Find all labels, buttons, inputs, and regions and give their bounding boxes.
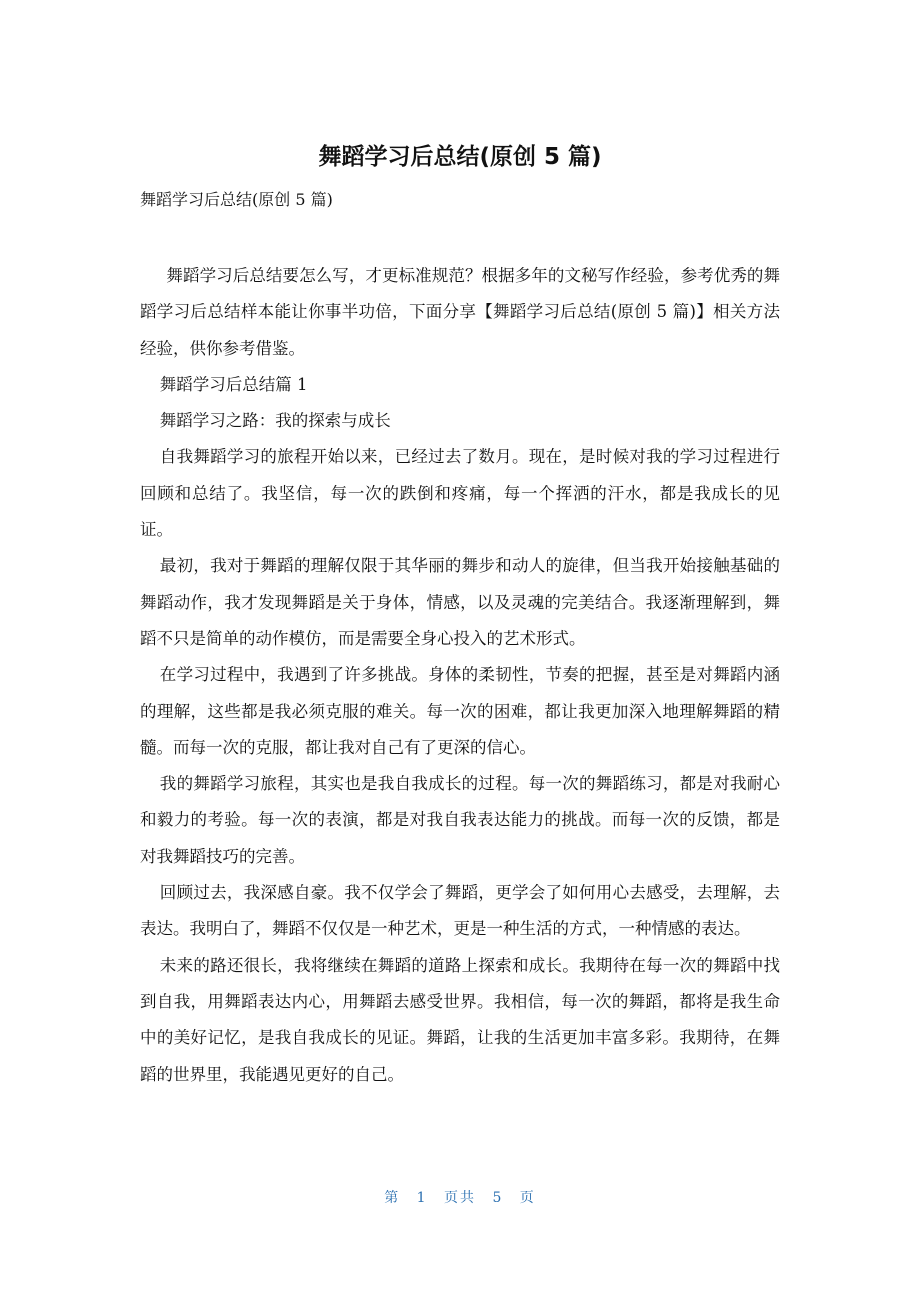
document-subtitle: 舞蹈学习后总结(原创 5 篇) — [140, 190, 333, 209]
page-number-footer: 第 1 页共 5 页 — [384, 1190, 536, 1206]
document-body — [140, 258, 780, 1093]
body-paragraph: 未来的路还很长，我将继续在舞蹈的道路上探索和成长。我期待在每一次的舞蹈中找到自我，用舞蹈表达内心，用舞蹈去感受世界。我相信，每一次的舞蹈，都将是我生命中的美好记忆，是我自我成长的见证。舞蹈，让我的生活更加丰富多彩。我期待，在舞蹈的世界里，我能遇见更好的自己。 — [140, 955, 780, 1084]
body-paragraph: 最初，我对于舞蹈的理解仅限于其华丽的舞步和动人的旋律，但当我开始接触基础的舞蹈动作，我才发现舞蹈是关于身体，情感，以及灵魂的完美结合。我逐渐理解到，舞蹈不只是简单的动作模仿，而是需要全身心投入的艺术形式。 — [140, 556, 780, 648]
body-paragraph: 我的舞蹈学习旅程，其实也是我自我成长的过程。每一次的舞蹈练习，都是对我耐心和毅力的考验。每一次的表演，都是对我自我表达能力的挑战。而每一次的反馈，都是对我舞蹈技巧的完善。 — [140, 774, 780, 866]
document-title: 舞蹈学习后总结(原创 5 篇) — [318, 144, 602, 170]
body-paragraph: 自我舞蹈学习的旅程开始以来，已经过去了数月。现在，是时候对我的学习过程进行回顾和总结了。我坚信，每一次的跌倒和疼痛，每一个挥洒的汗水，都是我成长的见证。 — [140, 447, 780, 540]
body-paragraph: 回顾过去，我深感自豪。我不仅学会了舞蹈，更学会了如何用心去感受，去理解，去表达。我明白了，舞蹈不仅仅是一种艺术，更是一种生活的方式，一种情感的表达。 — [140, 883, 780, 939]
section-heading: 舞蹈学习后总结篇 1 — [159, 374, 308, 394]
body-paragraph: 在学习过程中，我遇到了许多挑战。身体的柔韧性，节奏的把握，甚至是对舞蹈内涵的理解，这些都是我必须克服的难关。每一次的困难，都让我更加深入地理解舞蹈的精髓。而每一次的克服，都让我对自己有了更深的信心。 — [140, 665, 780, 757]
intro-paragraph: 舞蹈学习后总结要怎么写，才更标准规范？根据多年的文秘写作经验，参考优秀的舞蹈学习后总结样本能让你事半功倍，下面分享【舞蹈学习后总结(原创 5 篇)】相关方法经验，供你参考借鉴。 — [140, 266, 780, 358]
essay-title: 舞蹈学习之路：我的探索与成长 — [159, 411, 391, 431]
